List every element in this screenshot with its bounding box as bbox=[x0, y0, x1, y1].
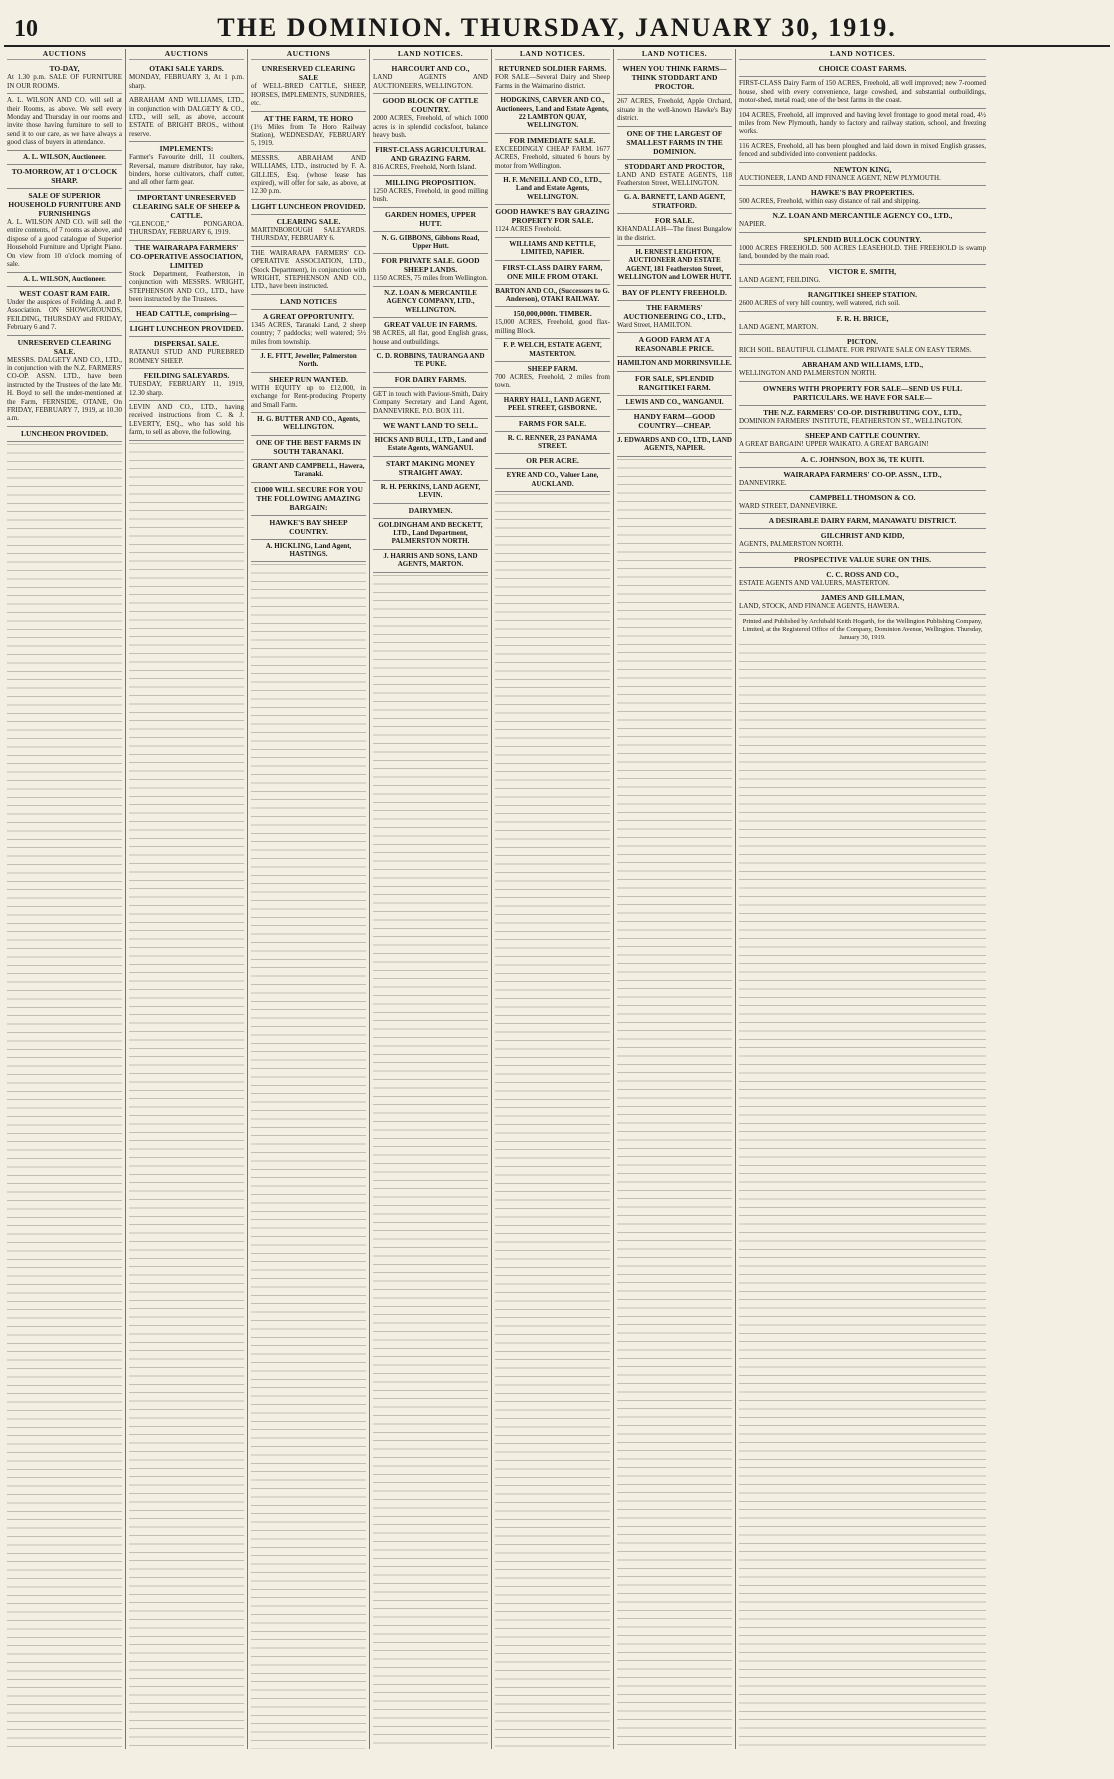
column-6 bbox=[614, 49, 736, 1749]
ad-heading: UNRESERVED CLEARING SALE. bbox=[17, 337, 112, 356]
ad-body: LAND AGENTS AND AUCTIONEERS, WELLINGTON. bbox=[373, 73, 488, 90]
ad-heading: UNRESERVED CLEARING SALE bbox=[261, 64, 356, 83]
advertisement bbox=[251, 310, 366, 350]
ad-body: MONDAY, FEBRUARY 3, At 1 p.m. sharp. bbox=[129, 73, 244, 90]
ad-body: KHANDALLAH—The finest Bungalow in the district. bbox=[617, 225, 732, 242]
ad-signature: LEWIS AND CO., WANGANUI. bbox=[625, 397, 724, 406]
ad-heading: A. C. JOHNSON, BOX 36, TE KUITI. bbox=[800, 454, 925, 464]
advertisement bbox=[739, 568, 986, 591]
ad-body: ESTATE AGENTS AND VALUERS, MASTERTON. bbox=[739, 578, 890, 587]
ad-signature: J. E. FITT, Jeweller, Palmerston North. bbox=[260, 351, 357, 369]
advertisement bbox=[251, 62, 366, 111]
ad-heading: £1000 WILL SECURE FOR YOU THE FOLLOWING AMAZING BARGAIN: bbox=[254, 484, 363, 512]
advertisement bbox=[7, 273, 122, 287]
ad-signature: GRANT AND CAMPBELL, Hawera, Taranaki. bbox=[252, 461, 365, 479]
ad-body: RICH SOIL. BEAUTIFUL CLIMATE. FOR PRIVATE SALE ON EASY TERMS. bbox=[739, 345, 972, 354]
ad-body: WITH EQUITY up to £12,000, in exchange for Rent-producing Property and Small Farm. bbox=[251, 383, 366, 409]
advertisement bbox=[373, 434, 488, 457]
ad-body: ABRAHAM AND WILLIAMS, LTD., in conjunction with DALGETY & CO., LTD., will sell, as above, account ESTATE of BRIGHT BROS., without reserve. bbox=[129, 96, 244, 138]
column-header: AUCTIONS bbox=[251, 50, 366, 60]
ad-heading: MILLING PROPOSITION. bbox=[385, 177, 476, 187]
advertisement bbox=[129, 337, 244, 369]
fine-print bbox=[251, 562, 366, 1749]
advertisement bbox=[7, 287, 122, 336]
ad-signature: WILLIAMS AND KETTLE, LIMITED, NAPIER. bbox=[509, 239, 596, 257]
ad-signature: N. G. GIBBONS, Gibbons Road, Upper Hutt. bbox=[381, 233, 480, 251]
column-3 bbox=[248, 49, 370, 1749]
ad-body: MESSRS. ABRAHAM AND WILLIAMS, LTD., instructed by F. A. GILLIES, Esq. (whose lease has expired), will offer for sale, as above, at 12.30 p.m. bbox=[251, 153, 366, 196]
advertisement bbox=[617, 160, 732, 192]
ad-heading: WAIRARAPA FARMERS' CO-OP. ASSN., LTD., bbox=[783, 469, 942, 479]
advertisement bbox=[373, 287, 488, 318]
advertisement bbox=[373, 457, 488, 481]
advertisement bbox=[617, 357, 732, 371]
advertisement bbox=[495, 339, 610, 362]
fine-print bbox=[373, 573, 488, 1749]
ad-signature: R. H. PERKINS, LAND AGENT, LEVIN. bbox=[380, 482, 481, 500]
advertisement bbox=[739, 591, 986, 614]
ad-body: FIRST-CLASS Dairy Farm of 150 ACRES, Freehold, all well improved; new 7-roomed house, shed with every convenience, large cowshed, and substantial outbuildings, motor-shed, metal road; one of the best farms in the coast. bbox=[739, 79, 986, 105]
advertisement bbox=[373, 318, 488, 350]
ad-heading: C. C. ROSS AND CO., bbox=[826, 569, 899, 579]
advertisement bbox=[251, 295, 366, 310]
column-header: LAND NOTICES. bbox=[739, 50, 986, 60]
advertisement bbox=[495, 134, 610, 174]
ad-signature: C. D. ROBBINS, TAURANGA AND TE PUKE. bbox=[376, 351, 485, 369]
advertisement bbox=[7, 151, 122, 165]
ad-heading: RETURNED SOLDIER FARMS. bbox=[498, 64, 607, 74]
ad-heading: WHEN YOU THINK FARMS—THINK STODDART AND PROCTOR. bbox=[622, 64, 727, 92]
ad-body: EXCEEDINGLY CHEAP FARM. 1677 ACRES, Freehold, situated 6 hours by motor from Wellington. bbox=[495, 144, 610, 170]
ad-body: A. L. WILSON AND CO. will sell the entire contents, of 7 rooms as above, and dispose of a good catalogue of Superior Household Furniture and Upright Piano. On view from 10 o'clock morning of sale. bbox=[7, 218, 122, 269]
advertisement bbox=[739, 186, 986, 209]
ad-heading: FEILDING SALEYARDS. bbox=[143, 371, 230, 381]
advertisement bbox=[617, 396, 732, 410]
ad-signature: G. A. BARNETT, LAND AGENT, STRATFORD. bbox=[623, 193, 726, 210]
ad-heading: FOR SALE. bbox=[654, 216, 695, 226]
advertisement bbox=[7, 189, 122, 272]
advertisement bbox=[739, 429, 986, 452]
page-number: 10 bbox=[14, 16, 38, 42]
advertisement bbox=[495, 62, 610, 94]
ad-body: 98 ACRES, all flat, good English grass, house and outbuildings. bbox=[373, 329, 488, 346]
ad-signature: A. HICKLING, Land Agent, HASTINGS. bbox=[265, 541, 352, 558]
ad-signature: GOLDINGHAM AND BECKETT, LTD., Land Department, PALMERSTON NORTH. bbox=[378, 520, 483, 546]
advertisement bbox=[251, 413, 366, 436]
ad-heading: SHEEP AND CATTLE COUNTRY. bbox=[805, 431, 920, 441]
ad-signature: HARRY HALL, LAND AGENT, PEEL STREET, GISBORNE. bbox=[503, 395, 602, 413]
ad-signature: A. L. WILSON, Auctioneer. bbox=[23, 152, 106, 161]
ad-heading: A DESIRABLE DAIRY FARM, MANAWATU DISTRICT. bbox=[768, 516, 957, 526]
ad-heading: SPLENDID BULLOCK COUNTRY. bbox=[803, 234, 922, 244]
masthead bbox=[4, 3, 1110, 47]
ad-body: GET in touch with Paviour-Smith, Dairy Company Secretary and Land Agent, DANNEVIRKE. P.O. BOX 111. bbox=[373, 389, 488, 415]
ad-heading: RANGITIKEI SHEEP STATION. bbox=[807, 290, 918, 300]
ad-heading: LAND NOTICES bbox=[280, 296, 337, 306]
ad-heading: HAWKE'S BAY SHEEP COUNTRY. bbox=[269, 517, 348, 536]
advertisement bbox=[251, 112, 366, 152]
newspaper-page bbox=[4, 3, 1110, 1773]
ad-body: At 1.30 p.m. SALE OF FURNITURE IN OUR ROOMS. bbox=[7, 73, 122, 90]
advertisement bbox=[7, 62, 122, 94]
ad-signature: J. HARRIS AND SONS, LAND AGENTS, MARTON. bbox=[383, 551, 478, 569]
ad-heading: A GOOD FARM AT A REASONABLE PRICE. bbox=[635, 335, 714, 354]
advertisement bbox=[617, 372, 732, 396]
ad-heading: SHEEP RUN WANTED. bbox=[269, 374, 348, 384]
advertisement bbox=[617, 246, 732, 286]
advertisement bbox=[617, 214, 732, 246]
column-2 bbox=[126, 49, 248, 1749]
ad-body: 2600 ACRES of very hill country, well watered, rich soil. bbox=[739, 299, 900, 308]
advertisement bbox=[373, 504, 488, 519]
advertisement bbox=[251, 516, 366, 540]
ad-heading: PROSPECTIVE VALUE SURE ON THIS. bbox=[794, 554, 931, 564]
fine-print bbox=[129, 441, 244, 1749]
ad-heading: CLEARING SALE. bbox=[276, 216, 341, 226]
ad-heading: GILCHRIST AND KIDD, bbox=[820, 531, 905, 541]
advertisement bbox=[251, 540, 366, 563]
advertisement bbox=[251, 483, 366, 516]
ad-heading: FOR IMMEDIATE SALE. bbox=[509, 135, 596, 145]
ad-body: of WELL-BRED CATTLE, SHEEP, HORSES, IMPLEMENTS, SUNDRIES, etc. bbox=[251, 82, 366, 108]
ad-body: Farmer's Favourite drill, 11 coulters, Reversal, manure distributor, hay rake, binders, horse cultivators, chaff cutter, and all other farm gear. bbox=[129, 153, 244, 187]
advertisement bbox=[739, 233, 986, 265]
ad-signature: H. F. McNEILL AND CO., LTD., Land and Estate Agents, WELLINGTON. bbox=[503, 176, 602, 201]
column-7 bbox=[736, 49, 989, 1749]
ad-body: 1150 ACRES, 75 miles from Wellington. bbox=[373, 274, 488, 283]
advertisement bbox=[373, 176, 488, 208]
ad-heading: IMPLEMENTS: bbox=[159, 144, 214, 154]
advertisement bbox=[739, 514, 986, 529]
advertisement bbox=[7, 94, 122, 150]
column-1 bbox=[4, 49, 126, 1749]
advertisement bbox=[129, 241, 244, 308]
advertisement bbox=[739, 406, 986, 429]
ad-heading: START MAKING MONEY STRAIGHT AWAY. bbox=[385, 458, 476, 477]
ad-heading: HAWKE'S BAY PROPERTIES. bbox=[810, 188, 915, 198]
column-header: LAND NOTICES. bbox=[617, 50, 732, 60]
advertisement bbox=[739, 109, 986, 140]
ad-heading: THE N.Z. FARMERS' CO-OP. DISTRIBUTING COY., LTD., bbox=[763, 407, 962, 417]
ad-heading: DAIRYMEN. bbox=[408, 505, 453, 515]
ad-body: AGENTS, PALMERSTON NORTH. bbox=[739, 540, 844, 549]
advertisement bbox=[373, 232, 488, 255]
advertisement bbox=[373, 519, 488, 550]
fine-print bbox=[617, 457, 732, 1749]
advertisement bbox=[739, 77, 986, 108]
ad-body: 104 ACRES, Freehold, all improved and having level frontage to good metal road, 4½ miles from New Plymouth, handy to factory and railway station, school, and freezing works. bbox=[739, 110, 986, 136]
ad-body: LAND, STOCK, AND FINANCE AGENTS, HAWERA. bbox=[739, 602, 900, 611]
advertisement bbox=[495, 394, 610, 417]
ad-heading: LUNCHEON PROVIDED. bbox=[20, 428, 109, 438]
ad-heading: FIRST-CLASS DAIRY FARM, ONE MILE FROM OTAKI. bbox=[502, 262, 603, 281]
ad-body: (1½ Miles from Te Horo Railway Station), WEDNESDAY, FEBRUARY 5, 1919. bbox=[251, 122, 366, 148]
ad-body: FOR SALE—Several Dairy and Sheep Farms in the Waimarino district. bbox=[495, 73, 610, 90]
ad-heading: FOR DAIRY FARMS. bbox=[394, 374, 467, 384]
ad-heading: FIRST-CLASS AGRICULTURAL AND GRAZING FARM. bbox=[375, 145, 486, 164]
ad-body: DOMINION FARMERS' INSTITUTE, FEATHERSTON ST., WELLINGTON. bbox=[739, 416, 963, 425]
ad-body: Stock Department, Featherston, in conjunction with MESSRS. WRIGHT, STEPHENSON AND CO., LTD., have been instructed by the Trustees. bbox=[129, 269, 244, 303]
advertisement bbox=[495, 417, 610, 432]
advertisement bbox=[251, 350, 366, 373]
advertisement bbox=[739, 163, 986, 186]
advertisement bbox=[129, 191, 244, 241]
advertisement bbox=[739, 491, 986, 514]
ad-heading: 150,000,000ft. TIMBER. bbox=[513, 309, 592, 319]
advertisement bbox=[373, 143, 488, 175]
ad-signature: F. P. WELCH, ESTATE AGENT, MASTERTON. bbox=[503, 341, 602, 358]
ad-heading: THE WAIRARAPA FARMERS' CO-OPERATIVE ASSOCIATION, LIMITED bbox=[129, 242, 244, 270]
ad-heading: AT THE FARM, TE HORO bbox=[263, 113, 354, 123]
advertisement bbox=[495, 94, 610, 134]
advertisement bbox=[617, 95, 732, 126]
advertisement bbox=[495, 238, 610, 261]
advertisement bbox=[495, 432, 610, 455]
advertisement bbox=[373, 550, 488, 573]
ad-body: 1345 ACRES, Taranaki Land, 2 sheep country; 7 paddocks; well watered; 5½ miles from township. bbox=[251, 320, 366, 346]
advertisement bbox=[739, 209, 986, 232]
ad-heading: PICTON. bbox=[847, 336, 878, 346]
ad-heading: BAY OF PLENTY FREEHOLD. bbox=[622, 287, 727, 297]
ad-body: LAND AND ESTATE AGENTS, 118 Featherston Street, WELLINGTON. bbox=[617, 170, 732, 188]
advertisement bbox=[373, 208, 488, 232]
column-header: LAND NOTICES. bbox=[373, 50, 488, 60]
ad-body: 500 ACRES, Freehold, within easy distance of rail and shipping. bbox=[739, 197, 921, 206]
ad-body: DANNEVIRKE. bbox=[739, 478, 787, 487]
ad-body: 816 ACRES, Freehold, North Island. bbox=[373, 163, 477, 172]
ad-heading: THE FARMERS' AUCTIONEERING CO., LTD., bbox=[623, 302, 726, 321]
ad-body: LAND AGENT, MARTON. bbox=[739, 322, 819, 331]
advertisement bbox=[7, 427, 122, 442]
ad-heading: GOOD BLOCK OF CATTLE COUNTRY. bbox=[382, 96, 479, 115]
advertisement bbox=[251, 200, 366, 215]
advertisement bbox=[129, 94, 244, 142]
ad-heading: WEST COAST RAM FAIR. bbox=[19, 288, 110, 298]
advertisement bbox=[129, 322, 244, 337]
ad-heading: WE WANT LAND TO SELL. bbox=[382, 420, 479, 430]
ad-body: THE WAIRARAPA FARMERS' CO-OPERATIVE ASSOCIATION, LTD., (Stock Department), in conjunction with WRIGHT, STEPHENSON AND CO., LTD., have been instructed. bbox=[251, 248, 366, 291]
fine-print bbox=[7, 442, 122, 1749]
column-header: AUCTIONS bbox=[129, 50, 244, 60]
ad-heading: OR PER ACRE. bbox=[526, 456, 579, 466]
advertisement bbox=[495, 307, 610, 339]
ad-body: WARD STREET, DANNEVIRKE. bbox=[739, 501, 838, 510]
ad-body: 15,000 ACRES, Freehold, good flax-milling Block. bbox=[495, 318, 610, 335]
ad-heading: STODDART AND PROCTOR, bbox=[624, 161, 725, 171]
ad-body: "GLENCOE," PONGAROA. THURSDAY, FEBRUARY 6, 1919. bbox=[129, 219, 244, 237]
ad-heading: NEWTON KING, bbox=[833, 164, 892, 174]
ad-heading: ONE OF THE LARGEST OF SMALLEST FARMS IN THE DOMINION. bbox=[626, 128, 723, 156]
advertisement bbox=[739, 529, 986, 552]
advertisement bbox=[617, 301, 732, 333]
column-header: LAND NOTICES. bbox=[495, 50, 610, 60]
ad-heading: CAMPBELL THOMSON & CO. bbox=[809, 492, 916, 502]
fine-print bbox=[495, 492, 610, 1749]
ad-heading: LIGHT LUNCHEON PROVIDED. bbox=[251, 201, 366, 211]
ad-body: NAPIER. bbox=[739, 220, 767, 229]
ad-body: 267 ACRES, Freehold, Apple Orchard, situate in the well-known Hawke's Bay district. bbox=[617, 97, 732, 123]
ad-body: RATANUI STUD AND PUREBRED ROMNEY SHEEP. bbox=[129, 348, 244, 365]
ad-heading: A GREAT OPPORTUNITY. bbox=[262, 311, 355, 321]
column-header: AUCTIONS bbox=[7, 50, 122, 60]
advertisement bbox=[739, 553, 986, 568]
advertisement bbox=[739, 468, 986, 491]
advertisement bbox=[739, 453, 986, 468]
ad-body: LEVIN AND CO., LTD., having received instructions from C. & J. LEVERTY, ESQ., who has sold his farm, to sell as above, the following. bbox=[129, 402, 244, 437]
ad-heading: GARDEN HOMES, UPPER HUTT. bbox=[384, 209, 477, 228]
ad-heading: JAMES AND GILLMAN, bbox=[820, 593, 905, 603]
ad-signature: HODGKINS, CARVER AND CO., Auctioneers, Land and Estate Agents, 22 LAMBTON QUAY, WELLINGTON. bbox=[496, 96, 609, 130]
newspaper-title: THE DOMINION. THURSDAY, JANUARY 30, 1919. bbox=[217, 13, 897, 42]
advertisement bbox=[739, 62, 986, 77]
advertisement bbox=[495, 174, 610, 205]
advertisement bbox=[7, 336, 122, 427]
ad-body: 1124 ACRES Freehold. bbox=[495, 225, 562, 234]
advertisement bbox=[251, 247, 366, 295]
advertisement bbox=[739, 312, 986, 335]
advertisement bbox=[373, 388, 488, 419]
ad-heading: HEAD CATTLE, comprising— bbox=[136, 309, 237, 319]
advertisement bbox=[495, 205, 610, 237]
advertisement bbox=[373, 254, 488, 286]
ad-heading: FOR PRIVATE SALE. GOOD SHEEP LANDS. bbox=[381, 256, 480, 275]
advertisement bbox=[373, 481, 488, 504]
ad-body: 1250 ACRES, Freehold, in good milling bush. bbox=[373, 186, 488, 204]
columns-container bbox=[4, 49, 1110, 1749]
ad-body: WELLINGTON AND PALMERSTON NORTH. bbox=[739, 369, 877, 378]
ad-body: A. L. WILSON AND CO. will sell at their Rooms, as above. We sell every Monday and Thursday in our rooms and invite those having furniture to sell to send it to our care, as we have always a good class of buyers in attendance. bbox=[7, 96, 122, 147]
ad-heading: F. R. H. BRICE, bbox=[836, 313, 889, 323]
advertisement bbox=[495, 362, 610, 394]
advertisement bbox=[129, 142, 244, 191]
ad-heading: OTAKI SALE YARDS. bbox=[149, 64, 224, 74]
advertisement bbox=[495, 285, 610, 308]
column-5 bbox=[492, 49, 614, 1749]
ad-heading: FARMS FOR SALE. bbox=[518, 418, 587, 428]
advertisement bbox=[251, 436, 366, 460]
column-4 bbox=[370, 49, 492, 1749]
ad-body: Under the auspices of Feilding A. and P. Association. ON SHOWGROUNDS, FEILDING, THURSDAY and FRIDAY, February 6 and 7. bbox=[7, 297, 122, 332]
ad-heading: GOOD HAWKE'S BAY GRAZING PROPERTY FOR SALE. bbox=[495, 207, 610, 226]
ad-heading: ABRAHAM AND WILLIAMS, LTD., bbox=[801, 360, 924, 370]
advertisement bbox=[739, 265, 986, 288]
advertisement bbox=[129, 369, 244, 401]
ad-heading: IMPORTANT UNRESERVED CLEARING SALE OF SHEEP & CATTLE. bbox=[132, 192, 241, 220]
advertisement bbox=[129, 401, 244, 441]
ad-heading: CHOICE COAST FARMS. bbox=[818, 64, 907, 74]
advertisement bbox=[739, 288, 986, 311]
advertisement bbox=[617, 127, 732, 160]
ad-signature: A. L. WILSON, Auctioneer. bbox=[23, 274, 106, 283]
ad-body: AUCTIONEER, LAND AND FINANCE AGENT, NEW PLYMOUTH. bbox=[739, 173, 941, 182]
advertisement bbox=[251, 373, 366, 413]
advertisement bbox=[617, 62, 732, 95]
ad-body: TUESDAY, FEBRUARY 11, 1919, 12.30 sharp. bbox=[129, 380, 244, 397]
ad-signature: BARTON AND CO., (Successors to G. Anderson), OTAKI RAILWAY. bbox=[495, 286, 610, 303]
advertisement bbox=[373, 419, 488, 434]
ad-body: 116 ACRES, Freehold, all has been ploughed and laid down in mixed English grasses, fenced and subdivided into convenient paddocks. bbox=[739, 141, 986, 159]
ad-heading: FOR SALE, SPLENDID RANGITIKEI FARM. bbox=[635, 373, 714, 392]
advertisement bbox=[495, 261, 610, 285]
ad-heading: SHEEP FARM. bbox=[527, 363, 578, 373]
advertisement bbox=[617, 191, 732, 214]
ad-heading: GREAT VALUE IN FARMS. bbox=[383, 320, 478, 330]
ad-signature: J. EDWARDS AND CO., LTD., LAND AGENTS, NAPIER. bbox=[617, 435, 732, 453]
ad-signature: R. C. RENNER, 23 PANAMA STREET. bbox=[507, 433, 598, 450]
advertisement bbox=[7, 165, 122, 189]
advertisement bbox=[739, 140, 986, 163]
ad-body: Ward Street, HAMILTON. bbox=[617, 320, 692, 329]
ad-signature: HAMILTON AND MORRINSVILLE. bbox=[617, 359, 732, 368]
advertisement bbox=[617, 410, 732, 434]
ad-signature: EYRE AND CO., Valuer Lane, AUCKLAND. bbox=[506, 471, 599, 488]
advertisement bbox=[129, 62, 244, 94]
ad-heading: SALE OF SUPERIOR HOUSEHOLD FURNITURE AND FURNISHINGS bbox=[8, 191, 121, 219]
ad-body: 2000 ACRES, Freehold, of which 1000 acres is in splendid cocksfoot, balance heavy bush. bbox=[373, 114, 488, 140]
ad-body: A GREAT BARGAIN! UPPER WAIKATO. A GREAT BARGAIN! bbox=[739, 440, 929, 449]
ad-heading: TO-MORROW, AT 1 O'CLOCK SHARP. bbox=[11, 167, 118, 186]
advertisement bbox=[739, 358, 986, 381]
advertisement bbox=[373, 350, 488, 373]
ad-signature: HICKS AND BULL, LTD., Land and Estate Agents, WANGANUI. bbox=[374, 435, 487, 453]
advertisement bbox=[251, 152, 366, 200]
ad-body: MARTINBOROUGH SALEYARDS. THURSDAY, FEBRUARY 6. bbox=[251, 225, 366, 243]
ad-heading: OWNERS WITH PROPERTY FOR SALE—SEND US FULL PARTICULARS. WE HAVE FOR SALE— bbox=[763, 383, 962, 402]
ad-body: MESSRS. DALGETY AND CO., LTD., in conjunction with the N.Z. FARMERS' CO-OP. ASSN. LTD., have been instructed by the Trustees of the late Mr. H. Boyd to sell the under-mentioned at the Farm, FERNSIDE, OTANE, On FRIDAY, FEBRUARY 7, 1919, at 10.30 a.m. bbox=[7, 355, 122, 423]
ad-heading: DISPERSAL SALE. bbox=[153, 339, 220, 349]
advertisement bbox=[251, 215, 366, 247]
ad-heading: TO-DAY, bbox=[49, 64, 80, 74]
ad-heading: VICTOR E. SMITH, bbox=[828, 266, 897, 276]
ad-heading: LIGHT LUNCHEON PROVIDED. bbox=[129, 324, 244, 334]
ad-heading: HANDY FARM—GOOD COUNTRY—CHEAP. bbox=[633, 411, 716, 430]
advertisement bbox=[739, 382, 986, 406]
advertisement bbox=[251, 460, 366, 483]
ad-signature: H. ERNEST LEIGHTON, AUCTIONEER AND ESTATE AGENT, 181 Featherston Street, WELLINGTON and LOWER HUTT. bbox=[617, 248, 732, 282]
advertisement bbox=[739, 335, 986, 358]
advertisement bbox=[129, 307, 244, 322]
ad-signature: H. G. BUTTER AND CO., Agents, WELLINGTON. bbox=[257, 414, 360, 432]
ad-body: 700 ACRES, Freehold, 2 miles from town. bbox=[495, 372, 610, 390]
advertisement bbox=[617, 434, 732, 457]
ad-heading: HARCOURT AND CO., bbox=[391, 64, 470, 74]
advertisement bbox=[373, 373, 488, 388]
fine-print bbox=[739, 642, 986, 1749]
ad-heading: N.Z. LOAN AND MERCANTILE AGENCY CO., LTD., bbox=[772, 211, 953, 221]
advertisement bbox=[495, 454, 610, 469]
ad-signature: N.Z. LOAN & MERCANTILE AGENCY COMPANY, LTD., WELLINGTON. bbox=[384, 288, 477, 314]
advertisement bbox=[373, 62, 488, 94]
ad-heading: ONE OF THE BEST FARMS IN SOUTH TARANAKI. bbox=[256, 437, 361, 456]
ad-body: 1000 ACRES FREEHOLD. 500 ACRES LEASEHOLD. THE FREEHOLD is swamp land, bounded by the main road. bbox=[739, 243, 986, 261]
advertisement bbox=[495, 469, 610, 492]
advertisement bbox=[373, 94, 488, 143]
advertisement bbox=[617, 333, 732, 357]
imprint-footer: Printed and Published by Archibald Keith Hogarth, for the Wellington Publishing Company, Limited, at the Registered Office of the Company, Dominion Avenue, Wellington. Thursday, January 30, 1919. bbox=[742, 617, 983, 641]
advertisement bbox=[617, 286, 732, 301]
ad-body: LAND AGENT, FEILDING. bbox=[739, 275, 821, 284]
